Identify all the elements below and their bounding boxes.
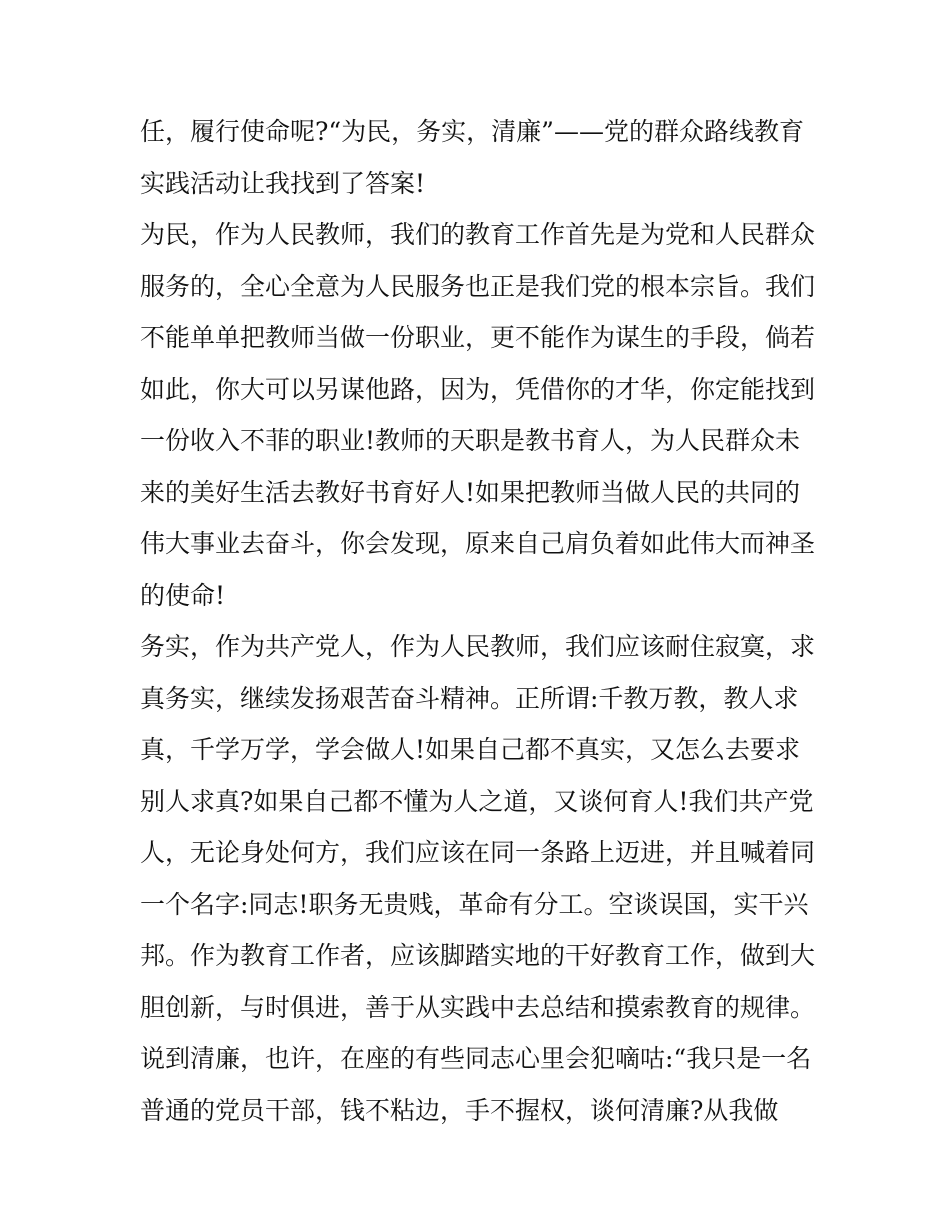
- text-line: 不能单单把教师当做一份职业，更不能作为谋生的手段，倘若: [140, 323, 816, 352]
- text-line: 如此，你大可以另谋他路，因为，凭借你的才华，你定能找到: [140, 374, 816, 404]
- text-line: 一个名字:同志!职务无贵贱，革命有分工。空谈误国，实干兴: [140, 889, 809, 919]
- text-line: 一份收入不菲的职业!教师的天职是教书育人，为人民群众未: [140, 426, 801, 455]
- text-line: 普通的党员干部，钱不粘边，手不握权，谈何清廉?从我做: [140, 1095, 779, 1125]
- text-line: 任，履行使命呢?“为民，务实，清廉”——党的群众路线教育: [140, 117, 804, 146]
- body-text: [140, 106, 830, 1136]
- text-line: 别人求真?如果自己都不懂为人之道，又谈何育人!我们共产党: [140, 786, 814, 816]
- text-line: 来的美好生活去教好书育好人!如果把教师当做人民的共同的: [140, 477, 801, 507]
- text-line: 为民，作为人民教师，我们的教育工作首先是为党和人民群众: [140, 220, 816, 249]
- text-line: 真务实，继续发扬艰苦奋斗精神。正所谓:千教万教，教人求: [140, 683, 799, 713]
- text-line: 实践活动让我找到了答案!: [140, 168, 426, 198]
- text-line: 人，无论身处何方，我们应该在同一条路上迈进，并且喊着同: [140, 838, 816, 867]
- text-line: 真，千学万学，学会做人!如果自己都不真实，又怎么去要求: [140, 735, 801, 764]
- text-line: 服务的，全心全意为人民服务也正是我们党的根本宗旨。我们: [140, 271, 816, 301]
- text-line: 的使命!: [140, 580, 226, 610]
- text-line: 邦。作为教育工作者，应该脚踏实地的干好教育工作，做到大: [140, 941, 816, 970]
- text-line: 务实，作为共产党人，作为人民教师，我们应该耐住寂寞，求: [140, 632, 816, 661]
- text-line: 说到清廉，也许，在座的有些同志心里会犯嘀咕:“我只是一名: [140, 1044, 812, 1073]
- text-line: 伟大事业去奋斗，你会发现，原来自己肩负着如此伟大而神圣: [140, 529, 816, 558]
- text-line: 胆创新，与时俱进，善于从实践中去总结和摸索教育的规律。: [140, 992, 816, 1022]
